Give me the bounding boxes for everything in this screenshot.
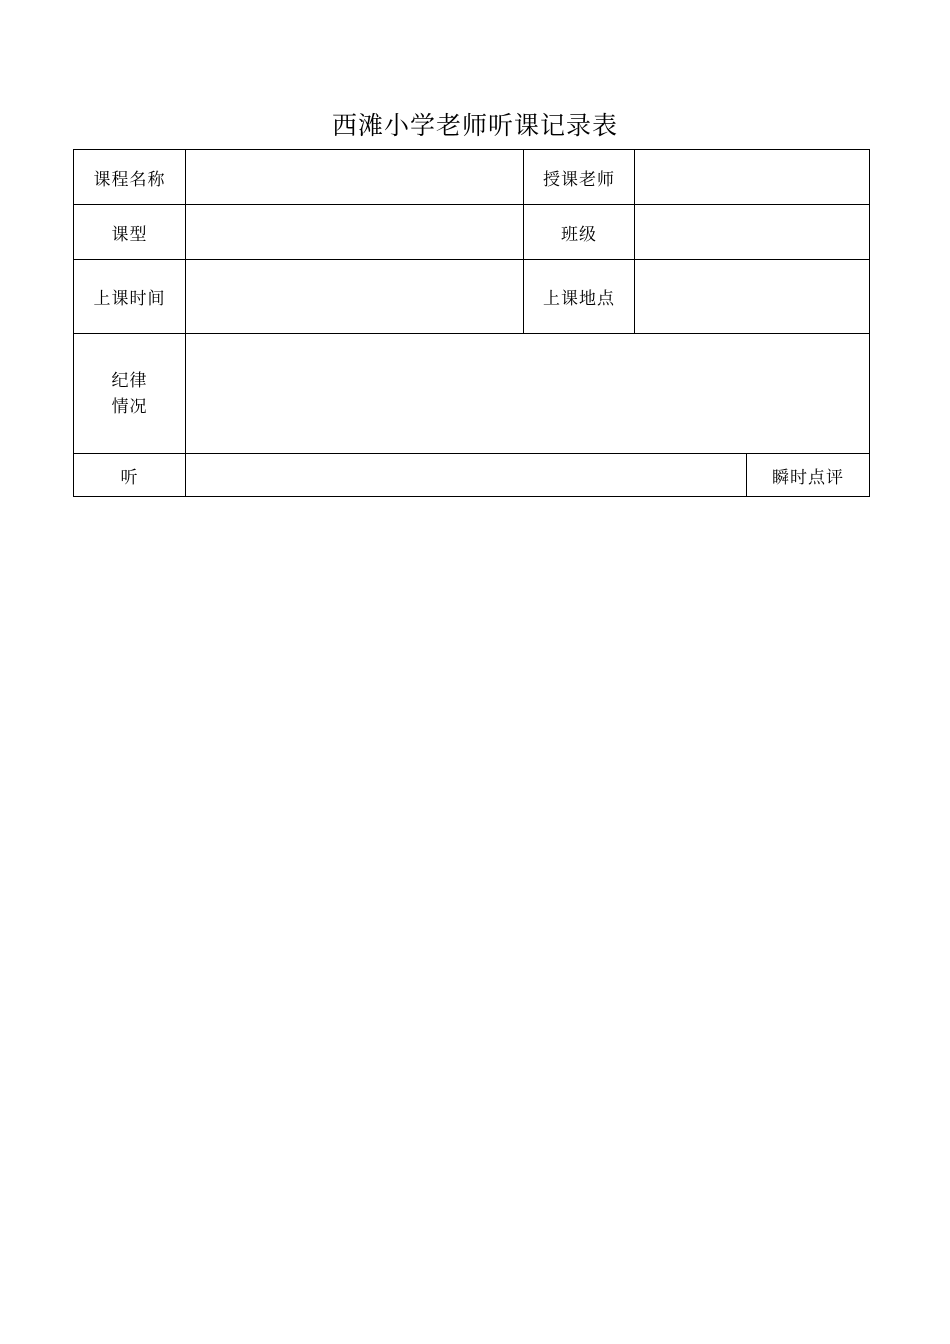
time-label: 上课时间 — [74, 260, 186, 334]
table-row — [74, 150, 870, 205]
table-row — [74, 334, 870, 454]
discipline-field[interactable] — [186, 334, 870, 454]
listen-field[interactable] — [186, 454, 747, 497]
instant-comment-label: 瞬时点评 — [747, 454, 870, 497]
table-row — [74, 260, 870, 334]
class-label: 班级 — [524, 205, 635, 260]
lesson-record-table — [73, 149, 870, 497]
class-field[interactable] — [635, 205, 870, 260]
discipline-label-line2: 情况 — [111, 396, 148, 417]
course-name-label: 课程名称 — [74, 150, 186, 205]
discipline-label — [74, 334, 186, 454]
course-type-label: 课型 — [74, 205, 186, 260]
course-type-field[interactable] — [186, 205, 524, 260]
table-row — [74, 205, 870, 260]
location-field[interactable] — [635, 260, 870, 334]
location-label: 上课地点 — [524, 260, 635, 334]
teacher-label: 授课老师 — [524, 150, 635, 205]
page-title: 西滩小学老师听课记录表 — [331, 111, 618, 140]
discipline-label-line1: 纪律 — [111, 370, 148, 391]
listen-label: 听 — [74, 454, 186, 497]
course-name-field[interactable] — [186, 150, 524, 205]
table-row — [74, 454, 870, 497]
time-field[interactable] — [186, 260, 524, 334]
teacher-field[interactable] — [635, 150, 870, 205]
